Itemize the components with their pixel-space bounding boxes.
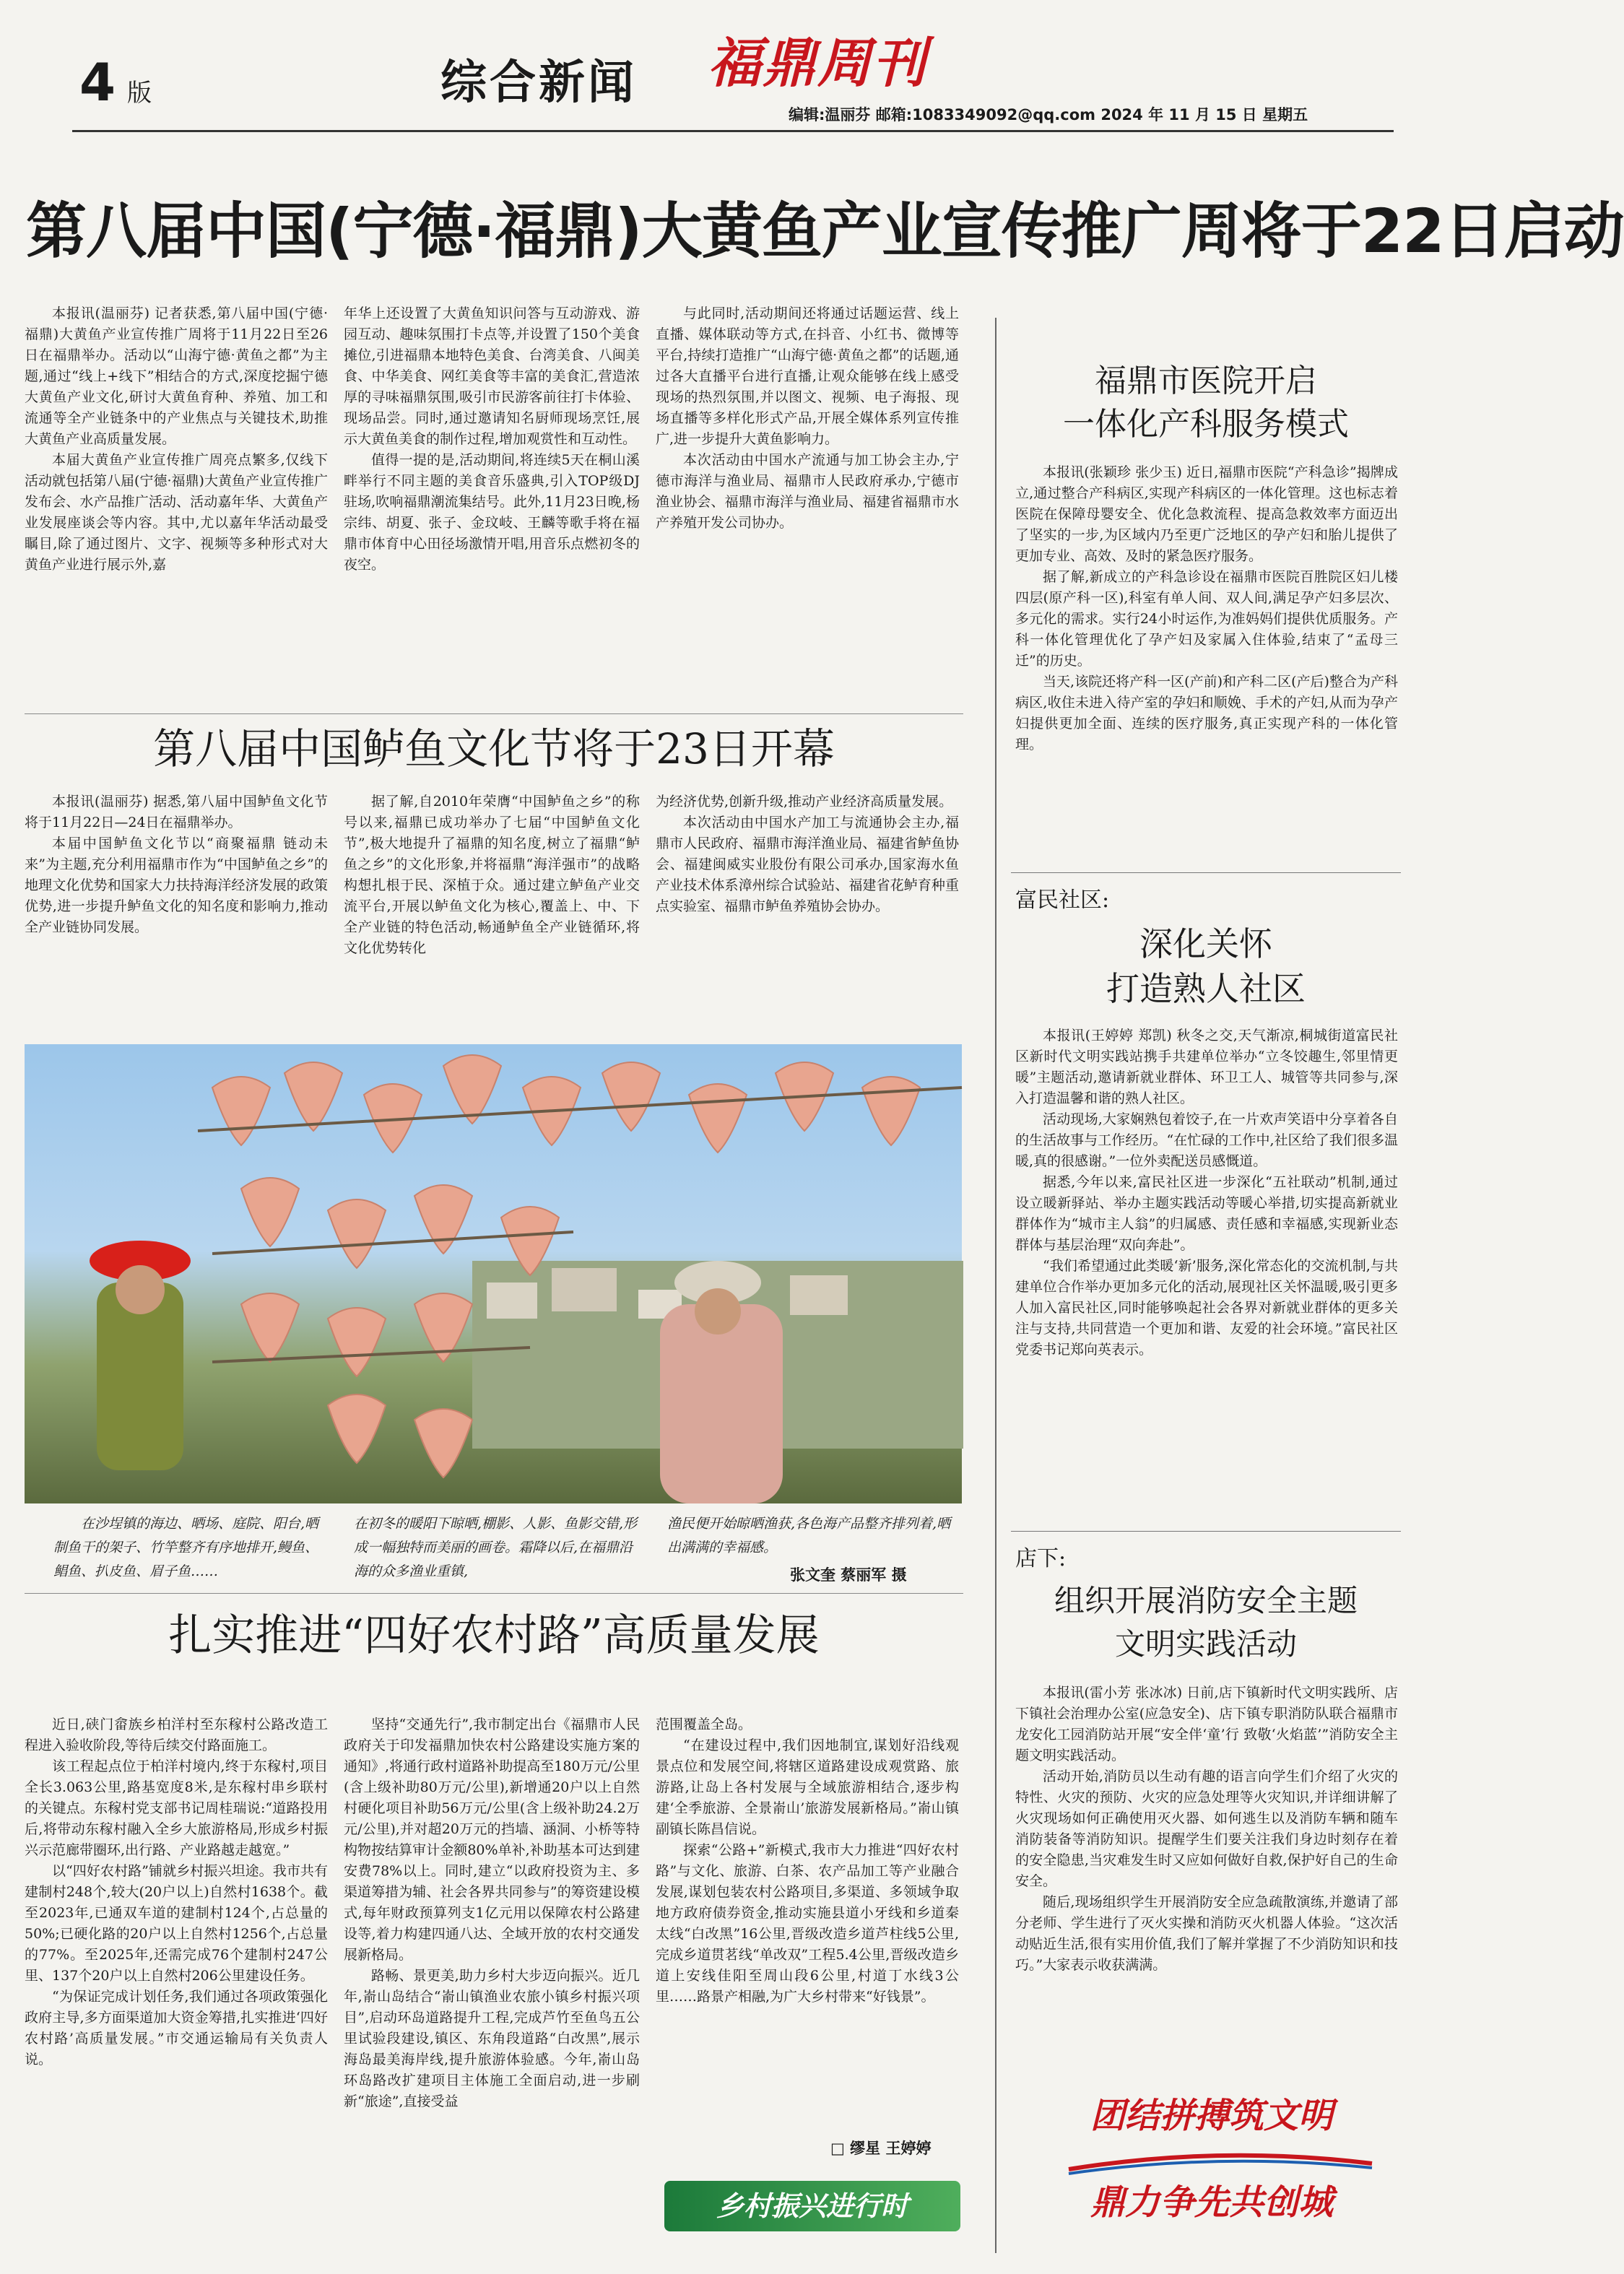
roads-column-1	[25, 1714, 328, 2070]
caption-text: 在沙埕镇的海边、晒场、庭院、阳台,晒制鱼干的架子、竹竿整齐有序地排开,鳗鱼、鲳鱼、扒皮鱼、眉子鱼……	[53, 1516, 319, 1579]
roads-credit: □ 缪星 王婷婷	[830, 2140, 932, 2157]
roads-para: 该工程起点位于柏洋村境内,终于东稼村,项目全长3.063公里,路基宽度8米,是东稼村串乡联村的关键点。东稼村党支部书记周桂瑞说:“道路投用后,将带动东稼村融入全乡大旅游格局,形成乡村振兴示范廊带圈环,出行路、产业路越走越宽。”	[25, 1758, 328, 1858]
right-column-divider	[995, 318, 996, 2253]
dianxia-headline-2: 文明实践活动	[1114, 1626, 1297, 1662]
roads-para: 范围覆盖全岛。	[656, 1717, 752, 1732]
roads-column-3	[656, 1714, 959, 2008]
lead-column-2	[344, 303, 640, 576]
fumin-headline-1: 深化关怀	[1139, 924, 1272, 963]
fumin-para: “我们希望通过此类暖‘新’服务,深化常态化的交流机制,与共建单位合作举办更加多元化的活动,展现社区关怀温暖,吸引更多人加入富民社区,同时能够唤起社会各界对新就业群体的更多关注与支持,共同营造一个更加和谐、友爱的社会环境。”富民社区党委书记郑向英表示。	[1015, 1258, 1398, 1358]
perch-para: 本次活动由中国水产加工与流通协会主办,福鼎市人民政府、福鼎市海洋渔业局、福建省鲈鱼协会、福建闽威实业股份有限公司承办,国家海水鱼产业技术体系漳州综合试验站、福建省花鲈育种重点实验室、福鼎市鲈鱼养殖协会协办。	[656, 815, 959, 914]
hospital-article	[1015, 462, 1398, 755]
fumin-article	[1015, 1025, 1398, 1361]
hospital-para: 本报讯(张颖珍 张少玉) 近日,福鼎市医院“产科急诊”揭牌成立,通过整合产科病区,实现产科病区的一体化管理。这也标志着医院在保障母婴安全、优化急救流程、提高急救效率方面迈出了坚实的一步,为区域内乃至更广泛地区的孕产妇和胎儿提供了更加专业、高效、及时的紧急医疗服务。	[1015, 464, 1398, 564]
masthead-logo: 福鼎周刊	[708, 32, 927, 95]
fumin-para: 本报讯(王婷婷 郑凯) 秋冬之交,天气渐凉,桐城街道富民社区新时代文明实践站携手共建单位举办“立冬饺趣生,邻里情更暖”主题活动,邀请新就业群体、环卫工人、城管等共同参与,深入打造温馨和谐的熟人社区。	[1015, 1028, 1398, 1106]
roads-para: “在建设过程中,我们因地制宜,谋划好沿线观景点位和发展空间,将辖区道路建设成观赏路、旅游路,让岛上各村发展与全域旅游相结合,逐步构建‘全季旅游、全景嵛山’旅游发展新格局。”嵛山镇副镇长陈昌信说。	[656, 1737, 959, 1837]
lead-para: 与此同时,活动期间还将通过话题运营、线上直播、媒体联动等方式,在抖音、小红书、微博等平台,持续打造推广“山海宁德·黄鱼之都”的话题,通过各大直播平台进行直播,让观众能够在线上感受现场的热烈氛围,并以图文、视频、电子海报、现场直播等多样化形式产品,开展全媒体系列宣传推广,进一步提升大黄鱼影响力。	[656, 305, 959, 447]
roads-para: 路畅、景更美,助力乡村大步迈向振兴。近几年,嵛山岛结合“嵛山镇渔业农旅小镇乡村振兴项目”,启动环岛道路提升工程,完成芦竹至鱼鸟五公里试验段建设,镇区、东角段道路“白改黑”,展示海岛最美海岸线,提升旅游体验感。今年,嵛山岛环岛路改扩建项目主体施工全面启动,进一步刷新“旅途”,直接受益	[344, 1968, 640, 2109]
fumin-para: 活动现场,大家娴熟包着饺子,在一片欢声笑语中分享着各自的生活故事与工作经历。“在忙碌的工作中,社区给了我们很多温暖,真的很感谢。”一位外卖配送员感慨道。	[1015, 1111, 1398, 1169]
dianxia-kicker: 店下:	[1015, 1546, 1067, 1571]
hospital-bottom-rule	[1011, 872, 1401, 873]
dianxia-para: 本报讯(雷小芳 张冰冰) 日前,店下镇新时代文明实践所、店下镇社会治理办公室(应急安全)、店下镇专职消防队联合福鼎市龙安化工园消防站开展“安全伴‘童’行 致敬‘火焰蓝’”消防安全主题文明实践活动。	[1015, 1685, 1398, 1763]
lead-column-1	[25, 303, 328, 576]
perch-para: 本届中国鲈鱼文化节以“商聚福鼎 链动未来”为主题,充分利用福鼎市作为“中国鲈鱼之乡”的地理文化优势和国家大力扶持海洋经济发展的政策优势,进一步提升鲈鱼文化的知名度和影响力,推动全产业链协同发展。	[25, 836, 328, 935]
hospital-para: 当天,该院还将产科一区(产前)和产科二区(产后)整合为产科病区,收住未进入待产室的孕妇和顺娩、手术的产妇,从而为孕产妇提供更加全面、连续的医疗服务,真正实现产科的一体化管理。	[1015, 674, 1398, 752]
caption-text: 在初冬的暖阳下晾晒,棚影、人影、鱼影交错,形成一幅独特而美丽的画卷。霜降以后,在福鼎沿海的众多渔业重镇,	[354, 1516, 638, 1579]
slogan-banner	[1061, 2086, 1379, 2252]
lead-para: 本次活动由中国水产流通与加工协会主办,宁德市海洋与渔业局、福鼎市人民政府承办,宁德市渔业协会、福鼎市海洋与渔业局、福建省福鼎市水产养殖开发公司协办。	[656, 452, 959, 531]
lead-para: 年华上还设置了大黄鱼知识问答与互动游戏、游园互动、趣味氛围打卡点等,并设置了150个美食摊位,引进福鼎本地特色美食、台湾美食、八闽美食、中华美食、网红美食等丰富的美食汇,营造浓厚的寻味福鼎氛围,吸引市民游客前往打卡体验、现场品尝。同时,通过邀请知名厨师现场烹饪,展示大黄鱼美食的制作过程,增加观赏性和互动性。	[344, 305, 640, 447]
lead-column-3	[656, 303, 959, 534]
perch-column-2	[344, 791, 640, 959]
perch-para: 据了解,自2010年荣膺“中国鲈鱼之乡”的称号以来,福鼎已成功举办了七届“中国鲈鱼文化节”,极大地提升了福鼎的知名度,树立了福鼎“鲈鱼之乡”的文化形象,并将福鼎“海洋强市”的战略构想扎根于民、深植于众。通过建立鲈鱼产业交流平台,开展以鲈鱼文化为核心,覆盖上、中、下全产业链的特色活动,畅通鲈鱼全产业链循环,将文化优势转化	[344, 794, 640, 956]
fumin-kicker: 富民社区:	[1015, 888, 1110, 913]
lead-para: 值得一提的是,活动期间,将连续5天在桐山溪畔举行不同主题的美食音乐盛典,引入TOP级DJ驻场,吹响福鼎潮流集结号。此外,11月23日晚,杨宗纬、胡夏、张子、金玟岐、王麟等歌手将在福鼎市体育中心田径场激情开唱,用音乐点燃初冬的夜空。	[344, 452, 640, 573]
lead-headline: 第八届中国(宁德·福鼎)大黄鱼产业宣传推广周将于22日启动	[26, 196, 1624, 266]
photo-caption	[25, 1512, 962, 1599]
banner-swoosh-icon	[1061, 2149, 1379, 2178]
hospital-headline-1: 福鼎市医院开启	[1095, 363, 1317, 399]
rural-banner-text: 乡村振兴进行时	[716, 2190, 908, 2222]
caption-text: 渔民便开始晾晒渔获,各色海产品整齐排列着,晒出满满的幸福感。	[667, 1516, 951, 1555]
roads-para: 近日,硖门畲族乡柏洋村至东稼村公路改造工程进入验收阶段,等待后续交付路面施工。	[25, 1717, 328, 1753]
hospital-para: 据了解,新成立的产科急诊设在福鼎市医院百胜院区妇儿楼四层(原产科一区),科室有单人间、双人间,满足孕产妇多层次、多元化的需求。实行24小时运作,为准妈妈们提供优质服务。产科一体化管理优化了孕产妇及家属入住体验,结束了“孟母三迁”的历史。	[1015, 569, 1398, 669]
roads-para: “为保证完成计划任务,我们通过各项政策强化政府主导,多方面渠道加大资金筹措,扎实推进‘四好农村路’高质量发展。”市交通运输局有关负责人说。	[25, 1989, 328, 2067]
fumin-bottom-rule	[1011, 1531, 1401, 1532]
section-title: 综合新闻	[440, 56, 637, 110]
perch-column-3	[656, 791, 959, 917]
header-rule	[72, 130, 1394, 132]
dianxia-para: 活动开始,消防员以生动有趣的语言向学生们介绍了火灾的特性、火灾的预防、火灾的应急处理等火灾知识,并详细讲解了火灾现场如何正确使用灭火器、如何逃生以及消防车辆和随车消防装备等消防知识。提醒学生们要关注我们身边时刻存在着的安全隐患,当灾难发生时又应如何做好自救,保护好自己的生命安全。	[1015, 1769, 1398, 1889]
perch-headline: 第八届中国鲈鱼文化节将于23日开幕	[153, 724, 835, 773]
perch-top-rule	[25, 713, 963, 714]
page-number: 4	[79, 52, 116, 113]
slogan-line-2: 鼎力争先共创城	[1090, 2182, 1334, 2223]
editor-line: 编辑:温丽芬 邮箱:1083349092@qq.com 2024 年 11 月 15 日 星期五	[789, 106, 1308, 123]
slogan-line-1: 团结拼搏筑文明	[1090, 2096, 1334, 2136]
fish-drying-photo	[25, 1044, 962, 1503]
perch-para: 本报讯(温丽芬) 据悉,第八届中国鲈鱼文化节将于11月22日—24日在福鼎举办。	[25, 794, 328, 830]
perch-column-1	[25, 791, 328, 938]
fumin-para: 据悉,今年以来,富民社区进一步深化“五社联动”机制,通过设立暖新驿站、举办主题实践活动等暖心举措,切实提高新就业群体作为“城市主人翁”的归属感、责任感和幸福感,实现新业态群体与基层治理“双向奔赴”。	[1015, 1174, 1398, 1253]
dianxia-para: 随后,现场组织学生开展消防安全应急疏散演练,并邀请了部分老师、学生进行了灭火实操和消防灭火机器人体验。“这次活动贴近生活,很有实用价值,我们了解并掌握了不少消防知识和技巧。”大家表示收获满满。	[1015, 1894, 1398, 1973]
fumin-headline-2: 打造熟人社区	[1106, 969, 1306, 1008]
photo-credit: 张文奎 蔡丽军 摄	[790, 1566, 907, 1584]
roads-top-rule	[25, 1593, 963, 1594]
dianxia-article	[1015, 1683, 1398, 1976]
hospital-headline-2: 一体化产科服务模式	[1063, 406, 1349, 443]
roads-para: 以“四好农村路”铺就乡村振兴坦途。我市共有建制村248个,较大(20户以上)自然村1638个。截至2023年,已通双车道的建制村124个,占总量的50%;已硬化路的20户以上自然村1256个,占总量的77%。至2025年,还需完成76个建制村247公里、137个20户以上自然村206公里建设任务。	[25, 1863, 328, 1984]
lead-para: 本届大黄鱼产业宣传推广周亮点繁多,仅线下活动就包括第八届(宁德·福鼎)大黄鱼产业宣传推广发布会、水产品推广活动、活动嘉年华、大黄鱼产业发展座谈会等内容。其中,尤以嘉年华活动最受瞩目,除了通过图片、文字、视频等多种形式对大黄鱼产业进行展示外,嘉	[25, 452, 328, 573]
roads-para: 坚持“交通先行”,我市制定出台《福鼎市人民政府关于印发福鼎加快农村公路建设实施方案的通知》,将通行政村道路补助提高至180万元/公里(含上级补助80万元/公里),新增通20户以上自然村硬化项目补助56万元/公里(含上级补助24.2万元/公里),并对超20万元的挡墙、涵洞、小桥等特构物按结算审计金额80%单补,补助基本可达到建安费78%以上。同时,建立“以政府投资为主、多渠道筹措为辅、社会各界共同参与”的筹资建设模式,每年财政预算列支1亿元用以保障农村公路建设等,着力构建四通八达、全域开放的农村交通发展新格局。	[344, 1717, 640, 1963]
dianxia-headline-1: 组织开展消防安全主题	[1054, 1583, 1358, 1618]
roads-headline: 扎实推进“四好农村路”高质量发展	[168, 1610, 820, 1661]
lead-para: 本报讯(温丽芬) 记者获悉,第八届中国(宁德·福鼎)大黄鱼产业宣传推广周将于11月22日至26日在福鼎举办。活动以“山海宁德·黄鱼之都”为主题,通过“线上+线下”相结合的方式,深度挖掘宁德大黄鱼产业文化,研讨大黄鱼育种、养殖、加工和流通等全产业链条中的产业焦点与关键技术,助推大黄鱼产业高质量发展。	[25, 305, 328, 447]
caption-col-1	[53, 1512, 328, 1584]
page-unit: 版	[127, 79, 152, 108]
perch-para: 为经济优势,创新升级,推动产业经济高质量发展。	[656, 794, 953, 810]
caption-col-2	[354, 1512, 643, 1584]
roads-para: 探索“公路+”新模式,我市大力推进“四好农村路”与文化、旅游、白茶、农产品加工等产业融合发展,谋划包装农村公路项目,多渠道、多领域争取地方政府债券资金,推动实施县道小牙线和乡道秦太线“白改黑”16公里,晋级改造乡道芦柱线5公里,完成乡道贯茗线“单改双”工程5.4公里,晋级改造乡道上安线佳阳至周山段6公里,村道丁水线3公里……路景产相融,为广大乡村带来“好钱景”。	[656, 1842, 959, 2005]
caption-col-3	[667, 1512, 956, 1560]
roads-column-2	[344, 1714, 640, 2112]
rural-revitalization-banner	[664, 2181, 960, 2231]
